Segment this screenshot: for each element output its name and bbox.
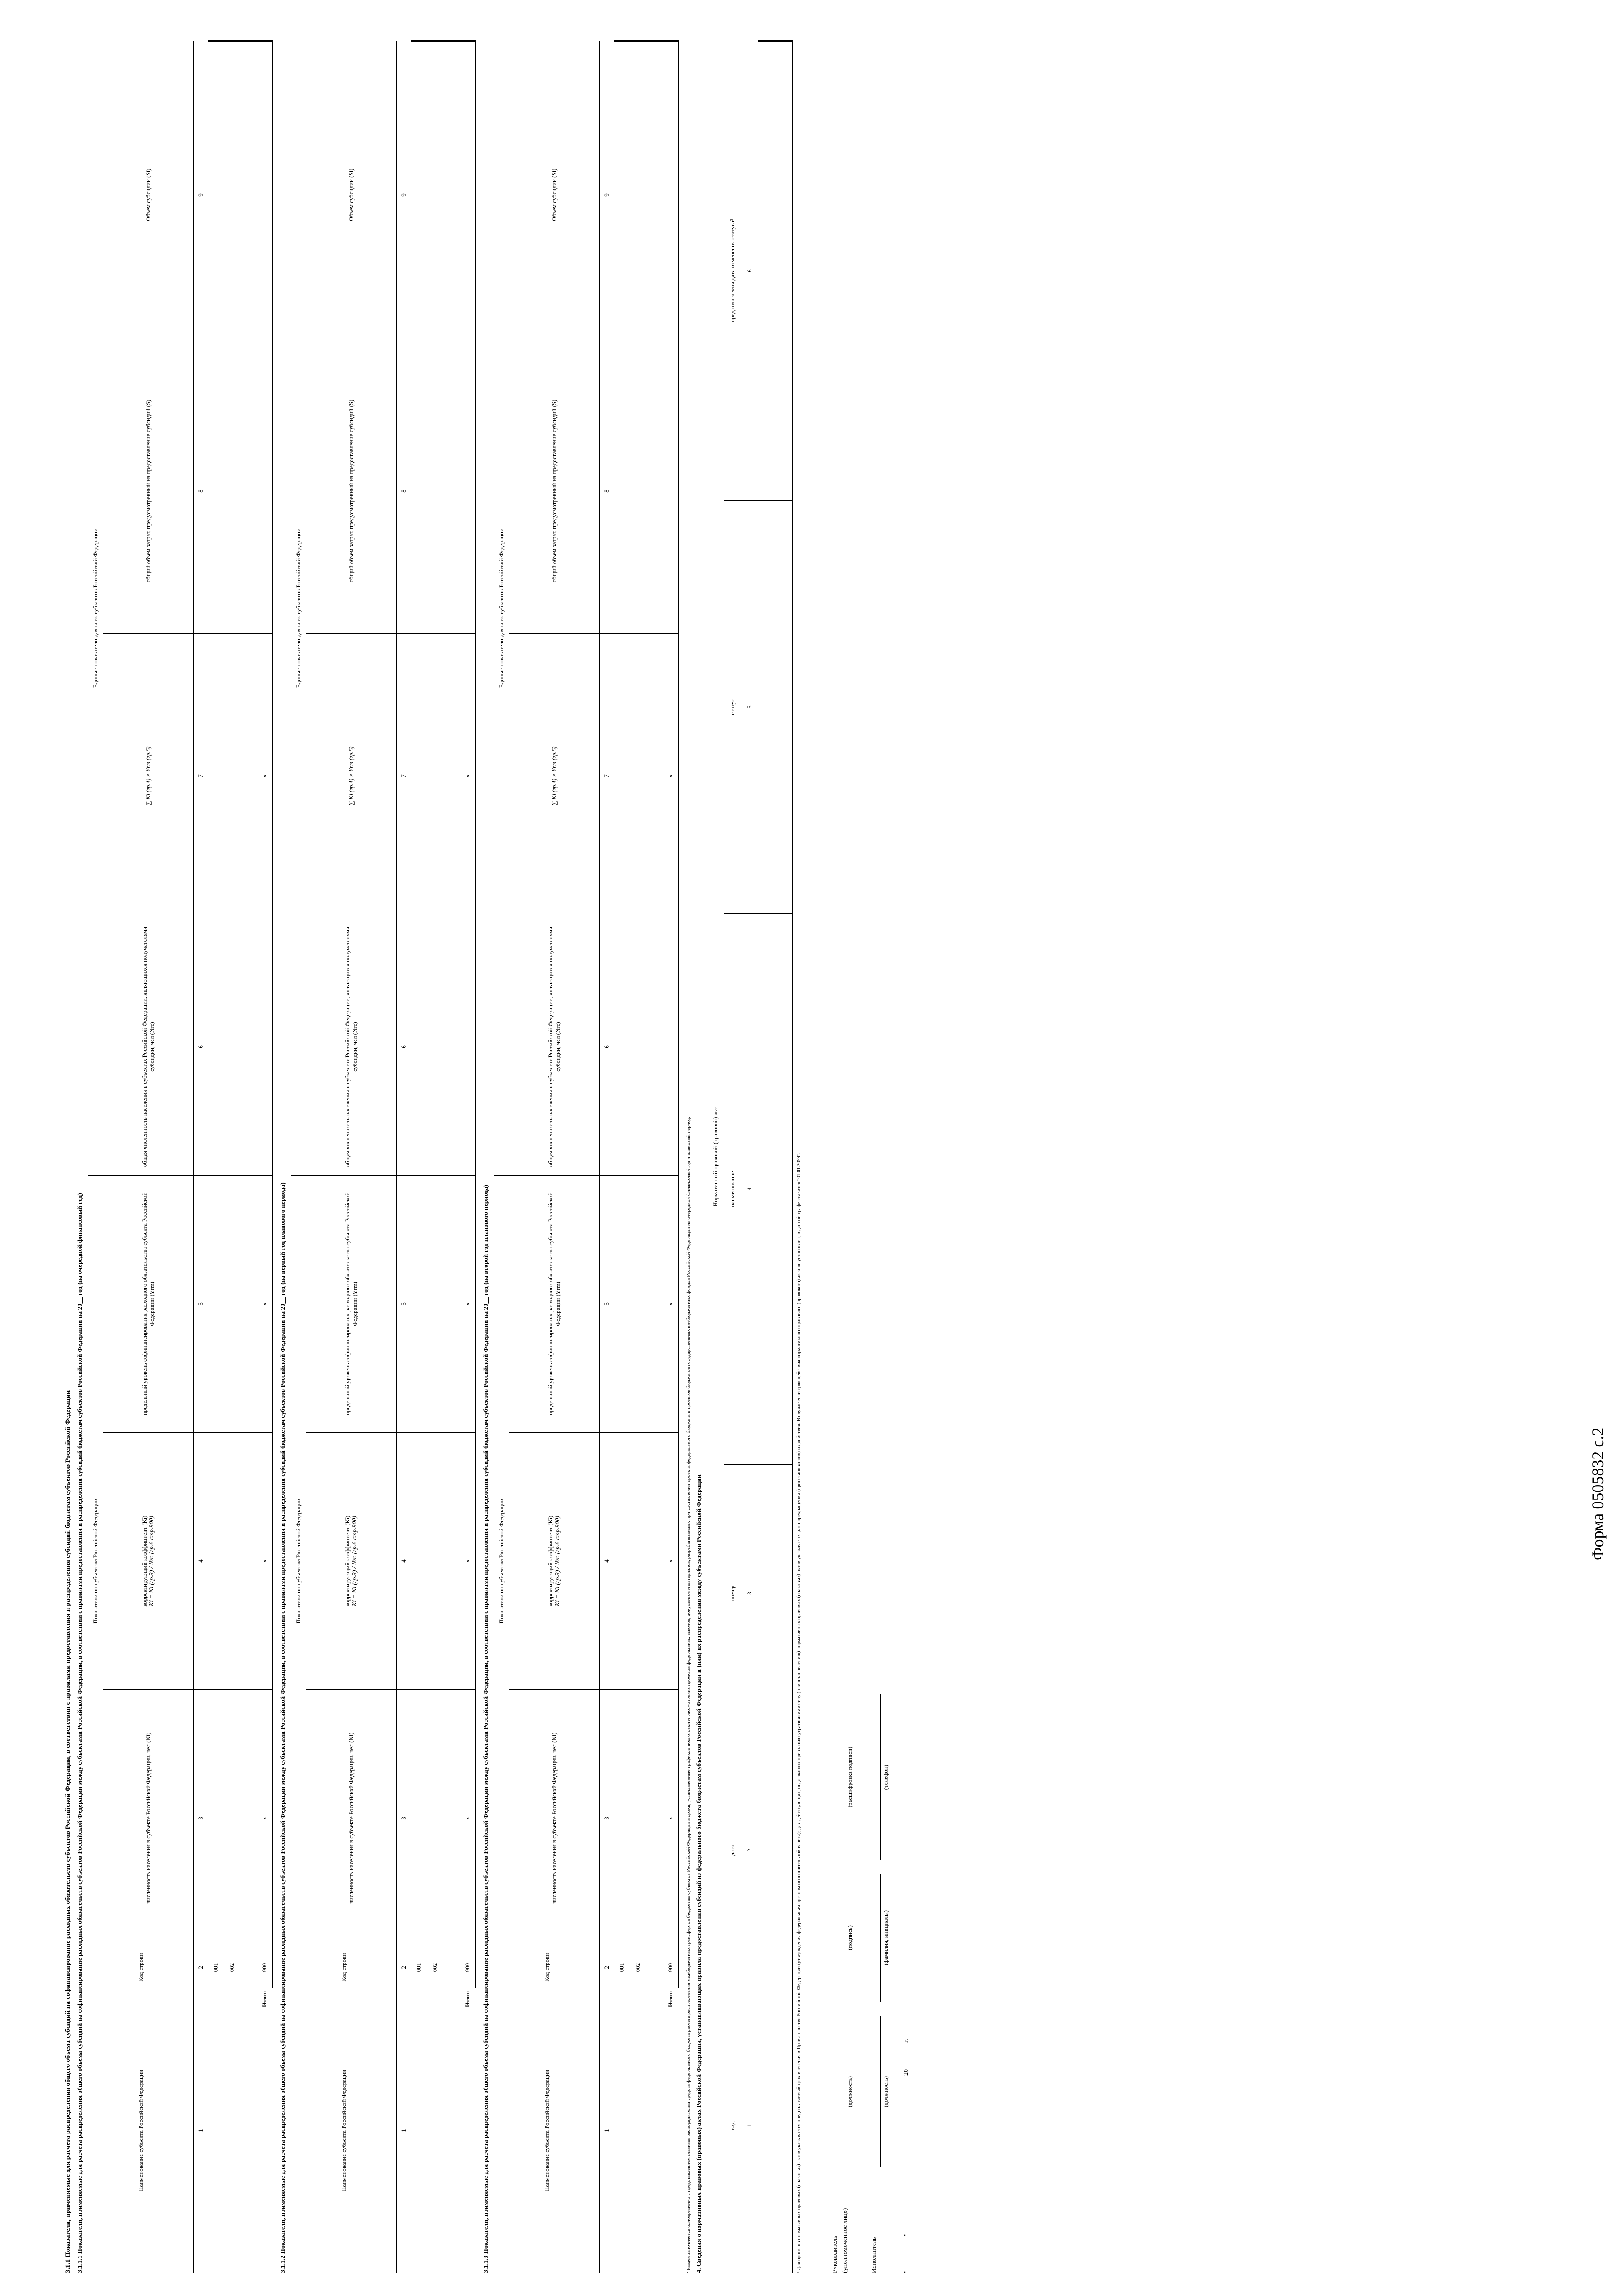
npa-table <box>707 40 793 2273</box>
col-header-total-population: общая численность населения в субъектах Российской Федерации, являющихся получателями субсидии, чел (Nrc) <box>509 918 600 1176</box>
group-header-all: Единые показатели для всех субъектов Российской Федерации <box>494 41 509 1175</box>
col-num: 3 <box>741 1465 758 1722</box>
col-num: 5 <box>600 1176 614 1433</box>
cell <box>427 349 443 634</box>
col-header-cofinancing-level: предельный уровень софинансирования расходного обязательства субъекта Российской Федерации (Yrm) <box>103 1176 194 1433</box>
cell-name[interactable] <box>224 1988 240 2273</box>
group-header-all: Единые показатели для всех субъектов Российской Федерации <box>291 41 306 1175</box>
cell[interactable] <box>630 1176 646 1433</box>
cell-x: x <box>256 1176 273 1433</box>
group-header-subject: Показатели по субъектам Российской Федерации <box>88 1176 103 1947</box>
cell <box>208 918 224 1176</box>
col-header-total-costs: общий объем затрат, предусмотренный на предоставление субсидий (S) <box>509 349 600 634</box>
cell[interactable] <box>775 501 793 914</box>
cell[interactable] <box>662 349 679 634</box>
cell-x: x <box>662 1690 679 1947</box>
group-header-subject: Показатели по субъектам Российской Федерации <box>291 1176 306 1947</box>
cell-code <box>240 1947 256 1988</box>
group-header-subject: Показатели по субъектам Российской Федерации <box>494 1176 509 1947</box>
cell-code: 002 <box>427 1947 443 1988</box>
head-sublabel: (уполномоченное лицо) <box>842 2208 849 2273</box>
date-year-prefix: 20 <box>903 2069 910 2076</box>
cell[interactable] <box>443 41 459 349</box>
col-header-total-population: общая численность населения в субъектах Российской Федерации, являющихся получателями субсидии, чел (Nrc) <box>306 918 397 1176</box>
section-block-1 <box>77 28 273 2273</box>
col-num: 9 <box>397 41 411 349</box>
col-header-total-costs: общий объем затрат, предусмотренный на предоставление субсидий (S) <box>306 349 397 634</box>
total-label: Итого <box>463 1991 471 2007</box>
coefficient-formula: Ki = Ni (гр.3) / Nrc (гр.6 стр.900) <box>554 1515 561 1607</box>
group-header-all: Единые показатели для всех субъектов Российской Федерации <box>88 41 103 1175</box>
npa-header: вид <box>724 1979 741 2273</box>
col-header-population: численность населения в субъекте Российской Федерации, чел (Ni) <box>103 1690 194 1947</box>
cell-x: x <box>256 1433 273 1690</box>
total-row <box>459 41 476 2273</box>
cell[interactable] <box>758 1722 775 1979</box>
cell[interactable] <box>614 1433 630 1690</box>
npa-header: предполагаемая дата изменения статуса³ <box>724 41 741 500</box>
table-row <box>427 41 443 2273</box>
footnote-1: ¹ Раздел заполняется одновременно с представлением главным распорядителем средств федерального бюджета расчета распределения межбюджетных трансфертов бюджетам субъектов Российской Федерации в сроки, установленные графиком подготовки и рассмотрения проектов федеральных законов, документов и материалов, разрабатываемых при составлении проекта федерального бюджета и проектов бюджетов государственных внебюджетных фондов Российской Федерации на очередной финансовый год и плановый период. <box>686 1116 691 2273</box>
section-block-3 <box>483 28 679 2273</box>
cell[interactable] <box>240 41 256 349</box>
cell <box>427 918 443 1176</box>
col-num: 7 <box>397 634 411 918</box>
cell[interactable] <box>614 1690 630 1947</box>
column-numbers-row <box>194 41 208 2273</box>
col-num: 4 <box>194 1433 208 1690</box>
cell[interactable] <box>411 41 427 349</box>
coefficient-label: корректирующий коэффициент (Ki) <box>141 1515 148 1607</box>
col-header-coefficient <box>509 1433 600 1690</box>
col-header-name: Наименование субъекта Российской Федерации <box>88 1988 194 2273</box>
cell-x: x <box>662 634 679 918</box>
section-4-title: 4. Сведения о нормативных правовых (правовых) актах Российской Федерации, устанавливающих правила предоставления субсидий из федерального бюджета бюджетам субъектов Российской Федерации и (или) их распределения между субъектами Российской Федерации <box>696 1474 703 2273</box>
table-row <box>224 41 240 2273</box>
cell[interactable] <box>256 918 273 1176</box>
executor-name-caption: (фамилия, инициалы) <box>882 1910 889 1965</box>
col-num: 4 <box>741 914 758 1465</box>
cell-code <box>443 1947 459 1988</box>
cell-x: x <box>662 1433 679 1690</box>
column-numbers-row <box>600 41 614 2273</box>
col-header-code: Код строки <box>494 1947 600 1988</box>
npa-header: дата <box>724 1722 741 1979</box>
col-num: 3 <box>600 1690 614 1947</box>
cell <box>224 918 240 1176</box>
cell[interactable] <box>614 41 630 349</box>
cell-code <box>646 1947 662 1988</box>
head-signature-field[interactable] <box>833 1874 845 2002</box>
cell <box>240 918 256 1176</box>
section-title: 3.1.1.2 Показатели, применяемые для расчета распределения общего объема субсидий на софинансирование расходных обязательств субъектов Российской Федерации между субъектами Российской Федерации, в соответствии с правилами предоставления и распределения субсидий бюджетам субъектов Российской Федерации на 20__ год (на первый год планового периода) <box>280 1182 287 2273</box>
col-num: 8 <box>397 349 411 634</box>
cell[interactable] <box>758 914 775 1465</box>
cell <box>630 349 646 634</box>
col-num: 5 <box>397 1176 411 1433</box>
executor-phone-caption: (телефон) <box>882 1764 889 1790</box>
cell-code: 002 <box>224 1947 240 1988</box>
cell-code: 001 <box>614 1947 630 1988</box>
col-header-code: Код строки <box>291 1947 397 1988</box>
date-year-suffix: г. <box>903 2039 910 2043</box>
cell[interactable] <box>427 41 443 349</box>
npa-group-header: Нормативный правовой (правовой) акт <box>707 41 724 2273</box>
section-title: 3.1.1.3 Показатели, применяемые для расчета распределения общего объема субсидий на софинансирование расходных обязательств субъектов Российской Федерации между субъектами Российской Федерации, в соответствии с правилами предоставления и распределения субсидий бюджетам субъектов Российской Федерации на 20__ год (на второй год планового периода) <box>483 1185 490 2273</box>
date-month-field[interactable] <box>901 2080 913 2227</box>
cell[interactable] <box>758 501 775 914</box>
cell[interactable] <box>662 918 679 1176</box>
cell[interactable] <box>240 1690 256 1947</box>
coefficient-label: корректирующий коэффициент (Ki) <box>547 1515 554 1607</box>
col-num: 9 <box>194 41 208 349</box>
cell[interactable] <box>775 914 793 1465</box>
table-row <box>630 41 646 2273</box>
col-num: 1 <box>194 1988 208 2273</box>
cell[interactable] <box>443 1433 459 1690</box>
npa-header: статус <box>724 501 741 914</box>
head-label: Руководитель <box>832 2235 839 2273</box>
total-code: 900 <box>256 1947 273 1988</box>
cell[interactable] <box>775 41 793 500</box>
cell <box>614 634 630 918</box>
cell[interactable] <box>775 1722 793 1979</box>
table-row <box>614 41 630 2273</box>
cell-x: x <box>459 1433 476 1690</box>
coefficient-label: корректирующий коэффициент (Ki) <box>344 1515 351 1607</box>
cell[interactable] <box>411 1690 427 1947</box>
cell[interactable] <box>411 1176 427 1433</box>
date-quote-close: " <box>903 2234 910 2236</box>
form-code: Форма 0505832 с.2 <box>1589 1427 1607 1560</box>
cell[interactable] <box>630 1433 646 1690</box>
col-header-population: численность населения в субъекте Российской Федерации, чел (Ni) <box>509 1690 600 1947</box>
cell[interactable] <box>614 1176 630 1433</box>
section-block-2 <box>280 28 476 2273</box>
cell[interactable] <box>427 1690 443 1947</box>
cell[interactable] <box>427 1433 443 1690</box>
cell <box>208 349 224 634</box>
cell <box>427 634 443 918</box>
date-day-field[interactable] <box>901 2239 913 2267</box>
col-header-cofinancing-level: предельный уровень софинансирования расходного обязательства субъекта Российской Федерации (Yrm) <box>509 1176 600 1433</box>
indicators-table <box>291 40 476 2273</box>
col-num: 2 <box>600 1947 614 1988</box>
cell[interactable] <box>240 1176 256 1433</box>
cell-name[interactable] <box>427 1988 443 2273</box>
npa-row <box>758 41 775 2273</box>
coefficient-formula: Ki = Ni (гр.3) / Nrc (гр.6 стр.900) <box>148 1515 155 1607</box>
cell-code: 001 <box>208 1947 224 1988</box>
cell[interactable] <box>775 1979 793 2273</box>
col-num: 1 <box>600 1988 614 2273</box>
indicators-table <box>88 40 273 2273</box>
cell <box>646 918 662 1176</box>
col-num: 1 <box>741 1979 758 2273</box>
cell[interactable] <box>646 1690 662 1947</box>
cell-name[interactable] <box>411 1988 427 2273</box>
cell <box>630 634 646 918</box>
cell-name[interactable] <box>614 1988 630 2273</box>
cell[interactable] <box>758 1979 775 2273</box>
cell[interactable] <box>662 41 679 349</box>
indicators-table <box>494 40 679 2273</box>
cell-x: x <box>256 634 273 918</box>
table-row <box>646 41 662 2273</box>
cell[interactable] <box>240 1433 256 1690</box>
cell <box>240 634 256 918</box>
footnote-3: ³ Для проектов нормативных правовых (правовых) актов указывается предполагаемый срок внесения в Правительство Российской Федерации (утверждения федеральным органом исполнительной власти); для действующих, подлежащих признанию утратившими силу (приостановлению) нормативных правовых (правовых) актов указывается дата прекращения (приостановления) их действия. В случае если срок действия нормативного правового (правового) акта не установлен, в данной графе ставится "01.01.2099". <box>796 1152 801 2273</box>
cell[interactable] <box>646 1176 662 1433</box>
col-header-code: Код строки <box>88 1947 194 1988</box>
cell <box>443 634 459 918</box>
col-num: 6 <box>397 918 411 1176</box>
col-header-coefficient <box>103 1433 194 1690</box>
col-header-total-population: общая численность населения в субъектах Российской Федерации, являющихся получателями субсидии, чел (Nrc) <box>103 918 194 1176</box>
column-numbers-row <box>397 41 411 2273</box>
coefficient-formula: Ki = Ni (гр.3) / Nrc (гр.6 стр.900) <box>351 1515 358 1607</box>
section-3-1-1-title: 3.1.1 Показатели, применяемые для расчета распределения общего объема субсидий на софинансирование расходных обязательств субъектов Российской Федерации, в соответствии с правилами предоставления и распределения субсидий бюджетам субъектов Российской Федерации <box>64 1390 72 2273</box>
npa-header: наименование <box>724 914 741 1465</box>
cell <box>646 634 662 918</box>
head-decode-caption: (расшифровка подписи) <box>846 1746 853 1808</box>
rotated-content <box>64 28 1543 2273</box>
cell[interactable] <box>224 1690 240 1947</box>
cell[interactable] <box>646 1433 662 1690</box>
cell[interactable] <box>208 1433 224 1690</box>
cell-x: x <box>459 1690 476 1947</box>
cell[interactable] <box>630 1690 646 1947</box>
table-row <box>411 41 427 2273</box>
cell <box>411 634 427 918</box>
cell-name[interactable] <box>208 1988 224 2273</box>
cell[interactable] <box>208 1690 224 1947</box>
section-title: 3.1.1.1 Показатели, применяемые для расчета распределения общего объема субсидий на софинансирование расходных обязательств субъектов Российской Федерации между субъектами Российской Федерации, в соответствии с правилами предоставления и распределения субсидий бюджетам субъектов Российской Федерации на 20__ год (на очередной финансовый год) <box>77 1193 84 2273</box>
cell[interactable] <box>224 1433 240 1690</box>
executor-name-field[interactable] <box>868 1874 881 2002</box>
total-row <box>662 41 679 2273</box>
cell[interactable] <box>224 1176 240 1433</box>
col-num: 8 <box>600 349 614 634</box>
executor-position-field[interactable] <box>868 2016 881 2167</box>
table-row <box>208 41 224 2273</box>
cell <box>224 349 240 634</box>
cell <box>224 634 240 918</box>
cell[interactable] <box>208 1176 224 1433</box>
col-num: 4 <box>600 1433 614 1690</box>
cell-code: 001 <box>411 1947 427 1988</box>
executor-position-caption: (должность) <box>882 2076 889 2108</box>
col-num: 1 <box>397 1988 411 2273</box>
col-num: 2 <box>194 1947 208 1988</box>
head-position-field[interactable] <box>833 2016 845 2167</box>
col-header-subsidy-volume: Объем субсидии (Si) <box>103 41 194 349</box>
cell <box>443 918 459 1176</box>
col-num: 7 <box>600 634 614 918</box>
signature-block <box>804 28 924 2273</box>
cell[interactable] <box>224 41 240 349</box>
col-header-name: Наименование субъекта Российской Федерации <box>494 1988 600 2273</box>
col-header-name: Наименование субъекта Российской Федерации <box>291 1988 397 2273</box>
cell <box>614 349 630 634</box>
table-row <box>443 41 459 2273</box>
total-row <box>256 41 273 2273</box>
cell[interactable] <box>459 349 476 634</box>
cell-name[interactable] <box>630 1988 646 2273</box>
col-header-sum-formula: ∑ Ki (гр.4) × Yrm (гр.5) <box>509 634 600 918</box>
npa-row <box>775 41 793 2273</box>
total-code: 900 <box>459 1947 476 1988</box>
cell[interactable] <box>427 1176 443 1433</box>
head-position-caption: (должность) <box>846 2076 853 2108</box>
col-header-population: численность населения в субъекте Российской Федерации, чел (Ni) <box>306 1690 397 1947</box>
date-quote-open: " <box>903 2270 910 2273</box>
cell[interactable] <box>775 1465 793 1722</box>
col-header-cofinancing-level: предельный уровень софинансирования расходного обязательства субъекта Российской Федерации (Yrm) <box>306 1176 397 1433</box>
col-num: 5 <box>741 501 758 914</box>
cell[interactable] <box>459 918 476 1176</box>
col-header-subsidy-volume: Объем субсидии (Si) <box>306 41 397 349</box>
col-num: 3 <box>397 1690 411 1947</box>
cell <box>614 918 630 1176</box>
col-num: 8 <box>194 349 208 634</box>
col-header-coefficient <box>306 1433 397 1690</box>
col-num: 3 <box>194 1690 208 1947</box>
executor-label: Исполнитель <box>871 2237 878 2273</box>
cell <box>443 349 459 634</box>
col-num: 4 <box>397 1433 411 1690</box>
cell[interactable] <box>443 1176 459 1433</box>
col-header-sum-formula: ∑ Ki (гр.4) × Yrm (гр.5) <box>103 634 194 918</box>
total-code: 900 <box>662 1947 679 1988</box>
head-decode-field[interactable] <box>833 1694 845 1860</box>
col-num: 2 <box>741 1722 758 1979</box>
cell[interactable] <box>646 41 662 349</box>
cell[interactable] <box>630 41 646 349</box>
total-label: Итого <box>666 1991 674 2007</box>
cell[interactable] <box>758 41 775 500</box>
cell <box>208 634 224 918</box>
cell <box>411 918 427 1176</box>
cell <box>240 349 256 634</box>
executor-phone-field[interactable] <box>868 1694 881 1860</box>
cell <box>646 349 662 634</box>
cell[interactable] <box>256 41 273 349</box>
col-header-subsidy-volume: Объем субсидии (Si) <box>509 41 600 349</box>
col-num: 7 <box>194 634 208 918</box>
cell-x: x <box>459 1176 476 1433</box>
cell-x: x <box>662 1176 679 1433</box>
col-num: 5 <box>194 1176 208 1433</box>
cell-code: 002 <box>630 1947 646 1988</box>
col-num: 2 <box>397 1947 411 1988</box>
col-header-sum-formula: ∑ Ki (гр.4) × Yrm (гр.5) <box>306 634 397 918</box>
cell[interactable] <box>758 1465 775 1722</box>
npa-header: номер <box>724 1465 741 1722</box>
col-num: 6 <box>194 918 208 1176</box>
cell-name[interactable] <box>443 1988 459 2273</box>
cell[interactable] <box>256 349 273 634</box>
cell <box>630 918 646 1176</box>
col-num: 6 <box>741 41 758 500</box>
head-signature-caption: (подпись) <box>846 1925 853 1950</box>
cell[interactable] <box>208 41 224 349</box>
total-label: Итого <box>260 1991 268 2007</box>
col-header-total-costs: общий объем затрат, предусмотренный на предоставление субсидий (S) <box>103 349 194 634</box>
cell-x: x <box>459 634 476 918</box>
table-row <box>240 41 256 2273</box>
cell-name[interactable] <box>646 1988 662 2273</box>
cell-x: x <box>256 1690 273 1947</box>
col-num: 6 <box>600 918 614 1176</box>
cell-name[interactable] <box>240 1988 256 2273</box>
cell[interactable] <box>443 1690 459 1947</box>
col-num: 9 <box>600 41 614 349</box>
cell[interactable] <box>459 41 476 349</box>
cell[interactable] <box>411 1433 427 1690</box>
cell <box>411 349 427 634</box>
date-year-field[interactable] <box>901 2045 913 2064</box>
